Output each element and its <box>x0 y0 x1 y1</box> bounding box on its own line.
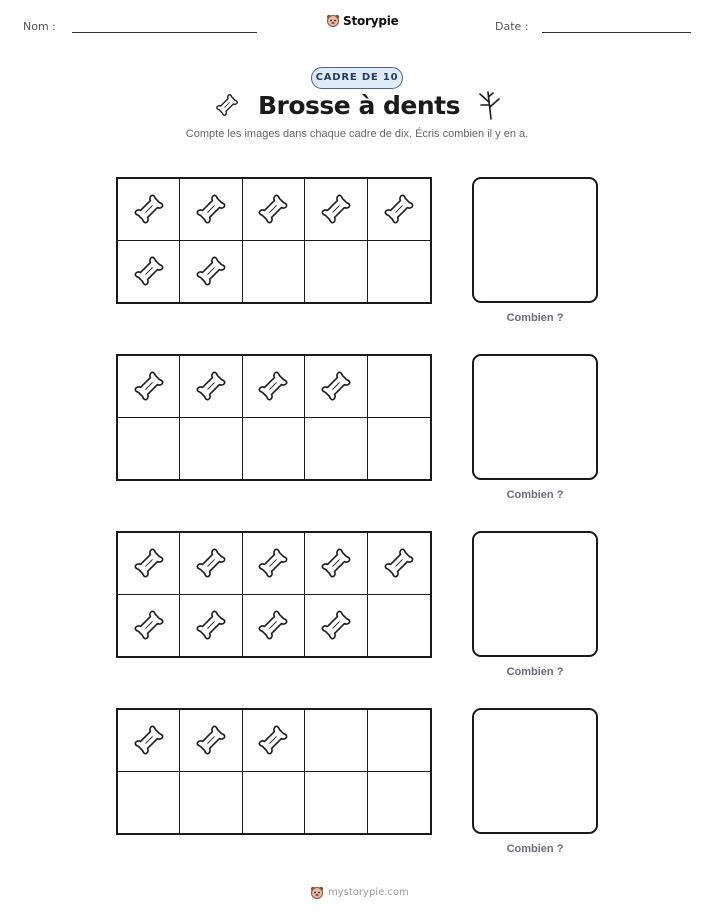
frame-cell <box>243 241 305 303</box>
frame-cell <box>118 179 180 241</box>
frame-cell <box>180 179 242 241</box>
frame-cell <box>180 241 242 303</box>
frame-cell <box>243 595 305 657</box>
bone-icon <box>316 189 356 229</box>
frame-cell <box>368 533 430 595</box>
frame-cell <box>118 356 180 418</box>
date-label: Date : <box>495 20 529 33</box>
frame-cell <box>180 710 242 772</box>
frame-cell <box>180 533 242 595</box>
bone-icon <box>379 543 419 583</box>
frame-cell <box>118 710 180 772</box>
bone-icon <box>191 605 231 645</box>
bone-icon <box>191 189 231 229</box>
frame-cell <box>118 595 180 657</box>
instructions: Compte les images dans chaque cadre de dix. Écris combien il y en a. <box>185 128 529 140</box>
frame-cell <box>180 356 242 418</box>
bone-icon <box>316 605 356 645</box>
frame-cell <box>243 179 305 241</box>
bone-icon <box>253 189 293 229</box>
frame-cell <box>305 179 367 241</box>
frame-cell <box>243 772 305 834</box>
footer-url[interactable]: mystorypie.com <box>328 887 409 898</box>
frame-cell <box>243 710 305 772</box>
frame-cell <box>368 772 430 834</box>
frame-cell <box>118 241 180 303</box>
frame-cell <box>305 533 367 595</box>
bone-icon <box>253 543 293 583</box>
bone-icon <box>212 90 242 120</box>
frame-cell <box>368 241 430 303</box>
brand-logo <box>326 13 399 28</box>
answer-box-1[interactable] <box>472 177 598 303</box>
ten-frame-1 <box>116 177 432 304</box>
ten-frame-4 <box>116 708 432 835</box>
frame-cell <box>305 356 367 418</box>
title-row <box>0 90 714 120</box>
frame-cell <box>243 533 305 595</box>
twig-icon <box>476 90 502 120</box>
bone-icon <box>129 605 169 645</box>
ten-frame-2 <box>116 354 432 481</box>
brand-name: Storypie <box>343 13 399 28</box>
frame-cell <box>305 595 367 657</box>
frame-cell <box>305 710 367 772</box>
bone-icon <box>379 189 419 229</box>
frame-cell <box>368 179 430 241</box>
frame-cell <box>368 710 430 772</box>
ten-frame-3 <box>116 531 432 658</box>
frame-cell <box>180 418 242 480</box>
name-label: Nom : <box>23 20 56 33</box>
frame-cell <box>368 595 430 657</box>
mascot-icon <box>326 13 340 28</box>
answer-box-3[interactable] <box>472 531 598 657</box>
bone-icon <box>316 366 356 406</box>
bone-icon <box>191 720 231 760</box>
name-line[interactable] <box>72 32 257 33</box>
frame-cell <box>180 595 242 657</box>
answer-label: Combien ? <box>506 489 564 501</box>
frame-cell <box>243 418 305 480</box>
frame-cell <box>305 418 367 480</box>
answer-label: Combien ? <box>506 666 564 678</box>
frame-cell <box>368 418 430 480</box>
answer-box-2[interactable] <box>472 354 598 480</box>
bone-icon <box>129 189 169 229</box>
mascot-icon <box>310 885 324 900</box>
bone-icon <box>253 605 293 645</box>
worksheet-type-badge: CADRE DE 10 <box>311 67 403 89</box>
frame-cell <box>118 772 180 834</box>
frame-cell <box>118 418 180 480</box>
date-line[interactable] <box>542 32 691 33</box>
frame-cell <box>243 356 305 418</box>
bone-icon <box>191 543 231 583</box>
bone-icon <box>191 366 231 406</box>
bone-icon <box>316 543 356 583</box>
bone-icon <box>191 251 231 291</box>
frame-cell <box>305 772 367 834</box>
bone-icon <box>129 543 169 583</box>
bone-icon <box>129 366 169 406</box>
bone-icon <box>129 720 169 760</box>
answer-label: Combien ? <box>506 843 564 855</box>
answer-label: Combien ? <box>506 312 564 324</box>
bone-icon <box>253 366 293 406</box>
page-title: Brosse à dents <box>257 90 461 120</box>
frame-cell <box>368 356 430 418</box>
footer <box>310 885 409 900</box>
answer-box-4[interactable] <box>472 708 598 834</box>
frame-cell <box>305 241 367 303</box>
bone-icon <box>129 251 169 291</box>
frame-cell <box>180 772 242 834</box>
bone-icon <box>253 720 293 760</box>
frame-cell <box>118 533 180 595</box>
